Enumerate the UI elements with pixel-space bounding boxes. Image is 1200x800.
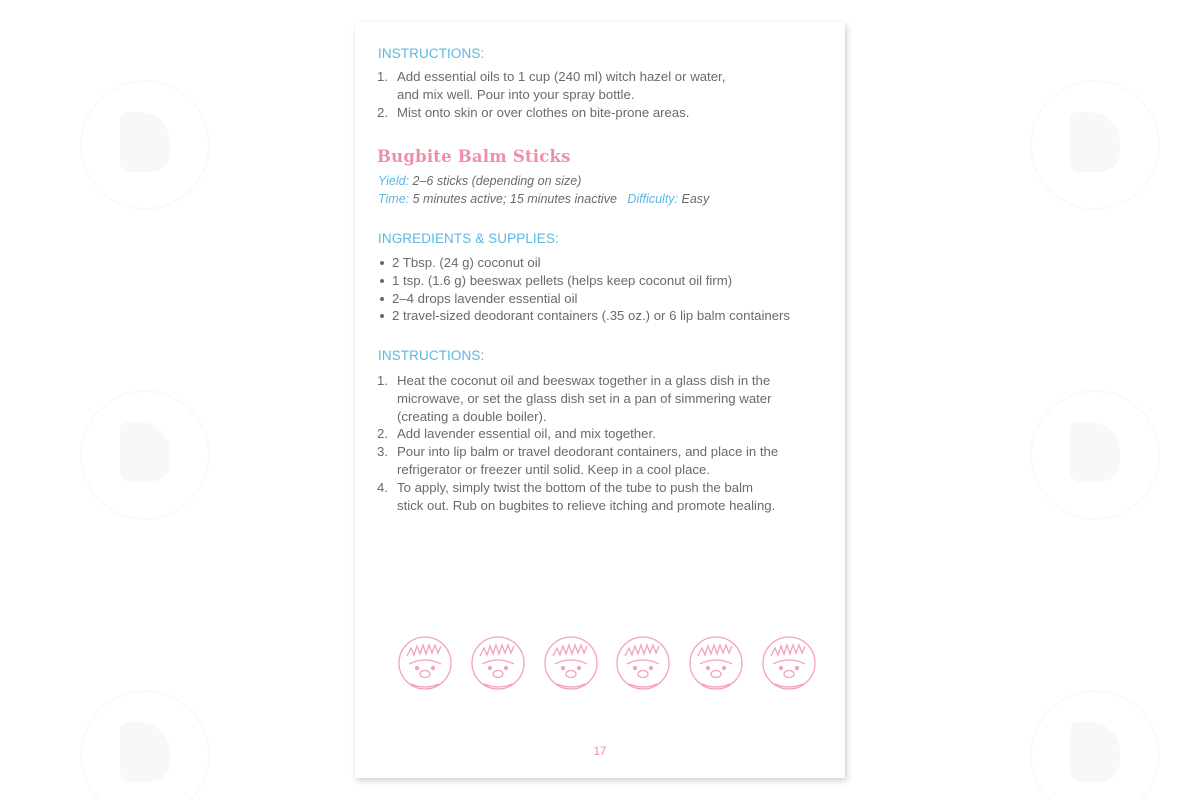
hedgehog-icon <box>543 634 599 692</box>
instruction-step: 2. Add lavender essential oil, and mix together. <box>377 426 656 442</box>
instructions-list-2 <box>377 372 827 514</box>
background-motif <box>1030 390 1160 520</box>
instructions-list-1 <box>377 68 827 121</box>
instruction-step: 2. Mist onto skin or over clothes on bite-prone areas. <box>377 104 690 120</box>
background-motif <box>80 390 210 520</box>
instruction-step: 1. Heat the coconut oil and beeswax together in a glass dish in the microwave, or set the glass dish set in a pan of simmering water (creating a double boiler). <box>377 373 772 424</box>
hedgehog-icon <box>397 634 453 692</box>
background-motif <box>1030 690 1160 800</box>
background-motif <box>1030 80 1160 210</box>
book-page <box>355 22 845 778</box>
recipe-time-difficulty: Time: 5 minutes active; 15 minutes inactive Difficulty: Easy <box>378 192 710 206</box>
ingredient-item: 2 travel-sized deodorant containers (.35 oz.) or 6 lip balm containers <box>378 307 828 325</box>
ingredient-item: 2–4 drops lavender essential oil <box>378 290 828 308</box>
instruction-step: 3. Pour into lip balm or travel deodorant containers, and place in the refrigerator or freezer until solid. Keep in a cool place. <box>377 444 779 477</box>
instruction-step: 4. To apply, simply twist the bottom of the tube to push the balm stick out. Rub on bugbites to relieve itching and promote healing. <box>377 479 776 513</box>
instructions-heading-1: INSTRUCTIONS: <box>378 46 485 61</box>
ingredient-item: 1 tsp. (1.6 g) beeswax pellets (helps keep coconut oil firm) <box>378 272 828 290</box>
background-motif <box>80 690 210 800</box>
hedgehog-icon <box>688 634 744 692</box>
recipe-yield: Yield: 2–6 sticks (depending on size) <box>378 174 582 188</box>
page-number: 17 <box>593 746 607 758</box>
hedgehog-icon <box>470 634 526 692</box>
hedgehog-icon <box>615 634 671 692</box>
background-motif <box>80 80 210 210</box>
hedgehog-icon <box>761 634 817 692</box>
ingredients-heading: INGREDIENTS & SUPPLIES: <box>378 231 559 246</box>
instructions-heading-2: INSTRUCTIONS: <box>378 348 485 363</box>
hedgehog-decoration-row <box>397 634 817 696</box>
ingredient-item: 2 Tbsp. (24 g) coconut oil <box>378 254 828 272</box>
instruction-step: 1. Add essential oils to 1 cup (240 ml) witch hazel or water, and mix well. Pour into your spray bottle. <box>377 69 726 102</box>
recipe-title: Bugbite Balm Sticks <box>377 147 571 166</box>
ingredients-list <box>378 254 828 325</box>
